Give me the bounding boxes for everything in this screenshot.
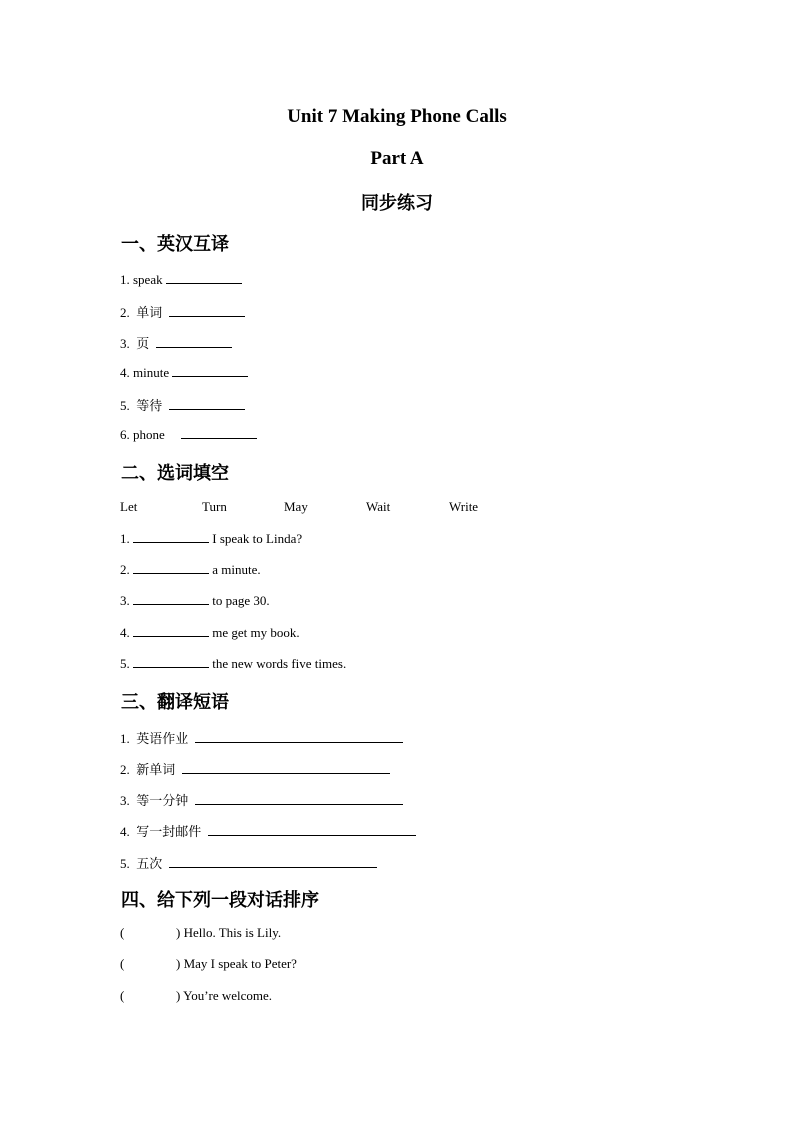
- list-item: [120, 426, 257, 443]
- answer-blank[interactable]: [172, 364, 248, 377]
- item-number: 3.: [120, 593, 130, 608]
- item-text: 英语作业: [136, 732, 189, 747]
- list-item: [120, 759, 390, 778]
- item-number: 1.: [120, 531, 130, 546]
- list-item: [120, 821, 416, 840]
- item-text: I speak to Linda?: [212, 531, 303, 546]
- answer-blank[interactable]: [208, 823, 416, 836]
- list-item: [120, 728, 403, 747]
- word-bank-let: Let: [120, 499, 138, 514]
- item-text: 等一分钟: [136, 794, 189, 809]
- open-paren: (: [120, 988, 125, 1003]
- item-number: 5.: [120, 398, 130, 413]
- answer-blank[interactable]: [195, 792, 403, 805]
- item-number: 4.: [120, 824, 130, 839]
- item-number: 3.: [120, 336, 130, 351]
- answer-blank[interactable]: [133, 624, 209, 637]
- list-item: [120, 592, 270, 609]
- item-text: to page 30.: [212, 593, 270, 608]
- list-item: [120, 988, 272, 1004]
- list-item: [120, 624, 300, 641]
- item-number: 2.: [120, 762, 130, 777]
- list-item: [120, 655, 346, 672]
- answer-blank[interactable]: [133, 530, 209, 543]
- item-number: 2.: [120, 305, 130, 320]
- answer-blank[interactable]: [133, 592, 209, 605]
- answer-blank[interactable]: [182, 761, 390, 774]
- open-paren: (: [120, 956, 125, 971]
- section-heading-1: 一、英汉互译: [121, 234, 229, 255]
- dialogue-line: You’re welcome.: [183, 988, 273, 1003]
- list-item: [120, 530, 302, 547]
- section-heading-4: 四、给下列一段对话排序: [121, 890, 319, 911]
- section-heading-2: 二、选词填空: [121, 463, 229, 484]
- item-text: 等待: [136, 399, 163, 414]
- item-text: minute: [133, 365, 170, 380]
- item-number: 5.: [120, 856, 130, 871]
- item-text: 写一封邮件: [136, 825, 202, 840]
- answer-blank[interactable]: [133, 655, 209, 668]
- item-text: me get my book.: [212, 625, 300, 640]
- item-text: 页: [136, 337, 150, 352]
- part-label: Part A: [370, 148, 424, 169]
- open-paren: (: [120, 925, 125, 940]
- answer-blank[interactable]: [156, 335, 232, 348]
- word-bank-write: Write: [449, 499, 479, 514]
- close-paren: ): [176, 988, 181, 1003]
- answer-blank[interactable]: [133, 561, 209, 574]
- item-text: 新单词: [136, 763, 176, 778]
- word-bank-turn: Turn: [202, 499, 227, 514]
- item-number: 1.: [120, 731, 130, 746]
- word-bank-wait: Wait: [366, 499, 391, 514]
- list-item: [120, 853, 377, 872]
- item-number: 3.: [120, 793, 130, 808]
- dialogue-line: Hello. This is Lily.: [183, 925, 282, 940]
- answer-blank[interactable]: [169, 855, 377, 868]
- answer-blank[interactable]: [169, 304, 245, 317]
- list-item: [120, 302, 245, 321]
- item-text: 单词: [136, 306, 163, 321]
- answer-blank[interactable]: [195, 730, 403, 743]
- word-bank-may: May: [284, 499, 308, 514]
- list-item: [120, 561, 261, 578]
- list-item: [120, 364, 248, 381]
- list-item: [120, 925, 281, 941]
- item-text: a minute.: [212, 562, 261, 577]
- item-text: the new words five times.: [212, 656, 347, 671]
- section-heading-3: 三、翻译短语: [121, 692, 229, 713]
- answer-blank[interactable]: [166, 271, 242, 284]
- subtitle: 同步练习: [361, 193, 433, 214]
- item-text: phone: [133, 427, 165, 442]
- item-text: speak: [133, 272, 163, 287]
- close-paren: ): [176, 956, 181, 971]
- list-item: [120, 395, 245, 414]
- item-number: 1.: [120, 272, 130, 287]
- item-number: 4.: [120, 365, 130, 380]
- dialogue-line: May I speak to Peter?: [183, 956, 297, 971]
- list-item: [120, 333, 232, 352]
- answer-blank[interactable]: [181, 426, 257, 439]
- list-item: [120, 956, 297, 972]
- item-number: 6.: [120, 427, 130, 442]
- list-item: [120, 271, 242, 288]
- answer-blank[interactable]: [169, 397, 245, 410]
- item-text: 五次: [136, 857, 163, 872]
- item-number: 5.: [120, 656, 130, 671]
- page-title: Unit 7 Making Phone Calls: [287, 106, 507, 127]
- item-number: 4.: [120, 625, 130, 640]
- close-paren: ): [176, 925, 181, 940]
- item-number: 2.: [120, 562, 130, 577]
- list-item: [120, 790, 403, 809]
